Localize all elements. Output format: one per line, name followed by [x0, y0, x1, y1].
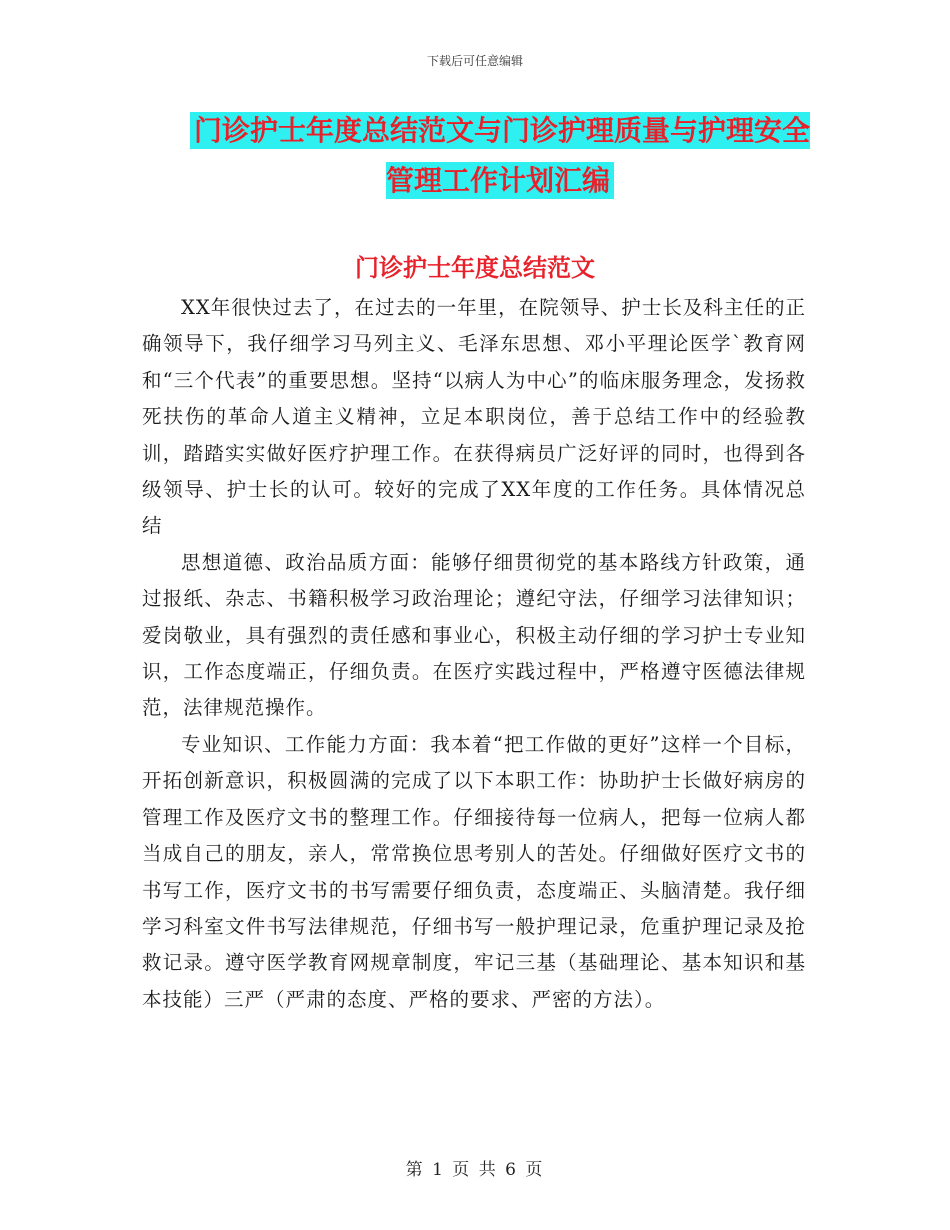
paragraph: XX年很快过去了，在过去的一年里，在院领导、护士长及科主任的正确领导下，我仔细学习马列主义、毛泽东思想、邓小平理论医学`教育网和“三个代表”的重要思想。坚持“以病人为中心”的临床服务理念，发扬救死扶伤的革命人道主义精神，立足本职岗位，善于总结工作中的经验教训，踏踏实实做好医疗护理工作。在获得病员广泛好评的同时，也得到各级领导、护士长的认可。较好的完成了XX年度的工作任务。具体情况总结 [142, 296, 806, 538]
document-title-text: 门诊护士年度总结范文与门诊护理质量与护理安全管理工作计划汇编 [190, 112, 810, 199]
paragraph: 专业知识、工作能力方面：我本着“把工作做的更好”这样一个目标，开拓创新意识，积极圆满的完成了以下本职工作：协助护士长做好病房的管理工作及医疗文书的整理工作。仔细接待每一位病人，把每一位病人都当成自己的朋友，亲人，常常换位思考别人的苦处。仔细做好医疗文书的书写工作，医疗文书的书写需要仔细负责，态度端正、头脑清楚。我仔细学习科室文件书写法律规范，仔细书写一般护理记录，危重护理记录及抢救记录。遵守医学教育网规章制度，牢记三基（基础理论、基本知识和基本技能）三严（严肃的态度、严格的要求、严密的方法）。 [142, 732, 806, 1011]
section-title: 门诊护士年度总结范文 [355, 254, 595, 282]
document-title [180, 106, 820, 206]
page-footer-number: 第 1 页 共 6 页 [405, 1160, 545, 1180]
page-header-note: 下载后可任意编辑 [426, 54, 523, 68]
document-body [142, 290, 806, 1018]
paragraph: 思想道德、政治品质方面：能够仔细贯彻党的基本路线方针政策，通过报纸、杂志、书籍积极学习政治理论；遵纪守法，仔细学习法律知识；爱岗敬业，具有强烈的责任感和事业心，积极主动仔细的学习护士专业知识，工作态度端正，仔细负责。在医疗实践过程中，严格遵守医德法律规范，法律规范操作。 [142, 550, 806, 720]
